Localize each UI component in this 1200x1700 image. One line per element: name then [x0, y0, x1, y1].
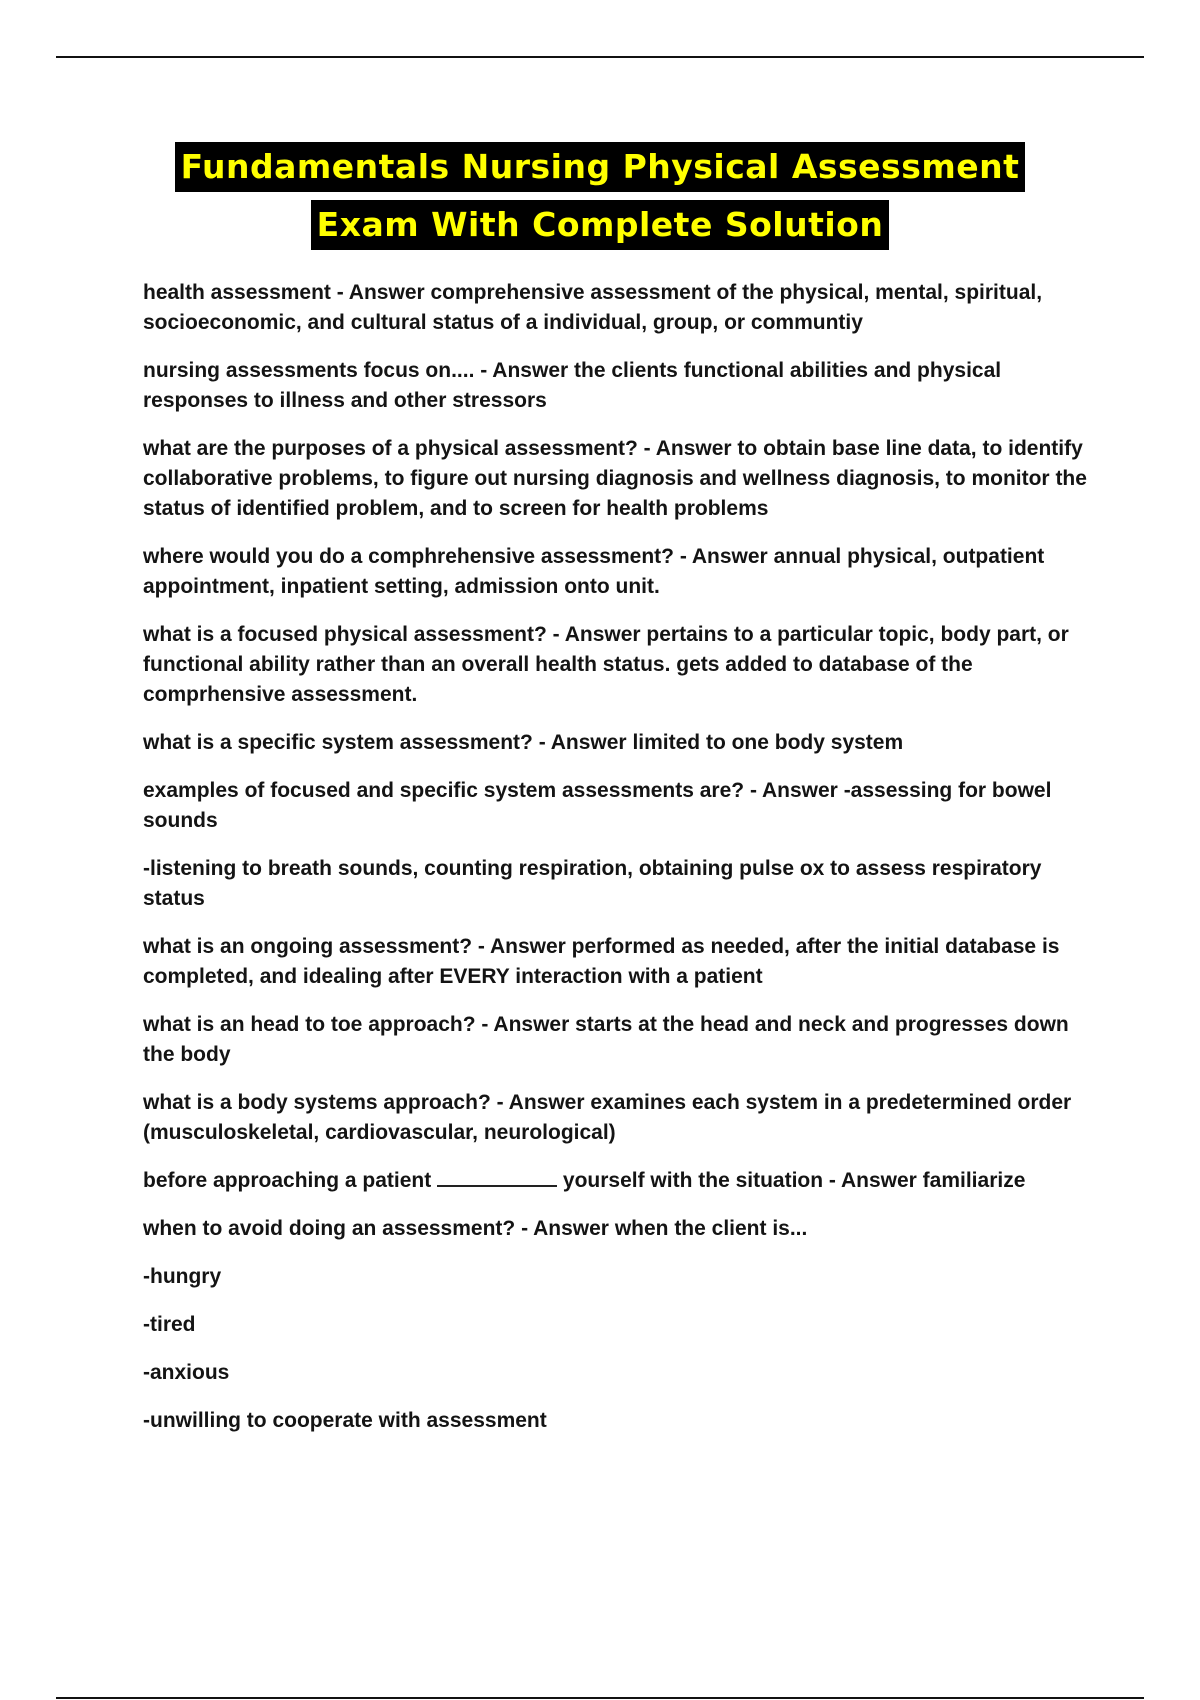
- qa-entry: what is a focused physical assessment? - Answer pertains to a particular topic, body part, or functional ability rather than an overall health status. gets added to database of the comprhensive assessment.: [143, 623, 1069, 706]
- title-line-1: Fundamentals Nursing Physical Assessment: [175, 142, 1026, 192]
- list-item: -unwilling to cooperate with assessment: [143, 1409, 547, 1432]
- document-body: [143, 278, 1093, 1454]
- top-rule: [56, 56, 1144, 58]
- list-item: -anxious: [143, 1361, 230, 1384]
- document-title: [0, 142, 1200, 250]
- qa-entry: what is an ongoing assessment? - Answer performed as needed, after the initial database is completed, and idealing after EVERY interaction with a patient: [143, 935, 1060, 988]
- qa-entry: examples of focused and specific system assessments are? - Answer -assessing for bowel sounds: [143, 779, 1052, 832]
- title-line-2: Exam With Complete Solution: [311, 200, 890, 250]
- qa-entry: what is a body systems approach? - Answer examines each system in a predetermined order (musculoskeletal, cardiovascular, neurological): [143, 1091, 1072, 1144]
- qa-entry: what are the purposes of a physical assessment? - Answer to obtain base line data, to identify collaborative problems, to figure out nursing diagnosis and wellness diagnosis, to monitor the status of identified problem, and to screen for health problems: [143, 437, 1087, 520]
- qa-entry: what is an head to toe approach? - Answer starts at the head and neck and progresses down the body: [143, 1013, 1069, 1066]
- qa-entry: where would you do a comphrehensive assessment? - Answer annual physical, outpatient appointment, inpatient setting, admission onto unit.: [143, 545, 1045, 598]
- qa-entry: health assessment - Answer comprehensive assessment of the physical, mental, spiritual, socioeconomic, and cultural status of a individual, group, or communtiy: [143, 281, 1043, 334]
- answer-blank: [437, 1167, 557, 1187]
- blank-entry-after: yourself with the situation - Answer familiarize: [562, 1169, 1026, 1192]
- blank-entry-before: before approaching a patient: [143, 1169, 432, 1192]
- qa-entry: what is a specific system assessment? - Answer limited to one body system: [143, 731, 904, 754]
- qa-entry: when to avoid doing an assessment? - Answer when the client is...: [143, 1217, 808, 1240]
- bottom-rule: [56, 1697, 1144, 1699]
- qa-entry: -listening to breath sounds, counting respiration, obtaining pulse ox to assess respiratory status: [143, 857, 1042, 910]
- qa-entry: nursing assessments focus on.... - Answer the clients functional abilities and physical responses to illness and other stressors: [143, 359, 1002, 412]
- list-item: -tired: [143, 1313, 196, 1336]
- list-item: -hungry: [143, 1265, 222, 1288]
- fill-in-blank-entry: [143, 1166, 1093, 1196]
